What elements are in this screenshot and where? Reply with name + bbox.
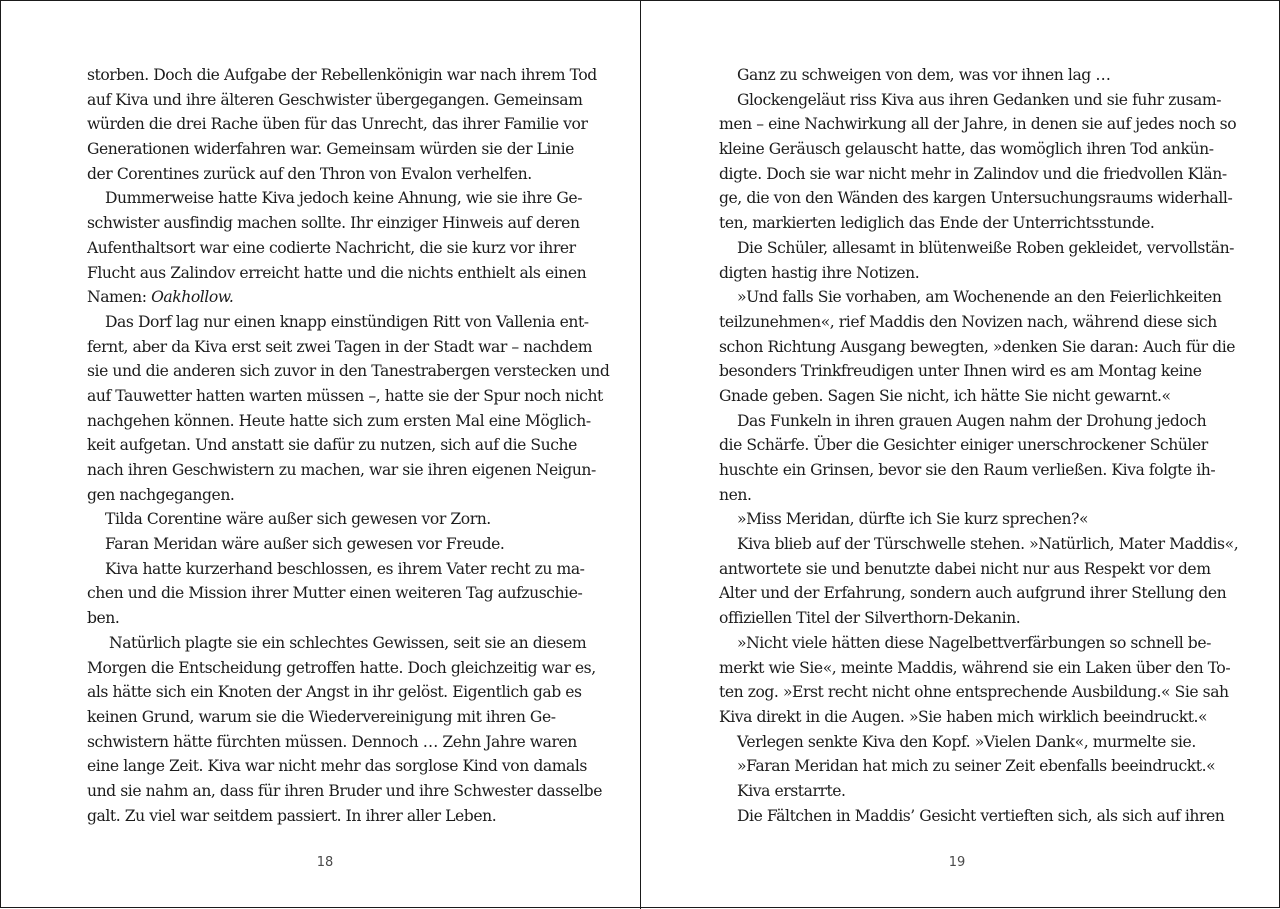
text-line: Kiva hatte kurzerhand beschlossen, es ihrem Vater recht zu ma- [105, 559, 585, 578]
text-line: auf Tauwetter hatten warten müssen –, hatte sie der Spur noch nicht [87, 386, 603, 405]
text-line: gen nachgegangen. [87, 485, 235, 504]
text-line: »Und falls Sie vorhaben, am Wochenende an den Feierlichkeiten [737, 288, 1222, 307]
text-line: offiziellen Titel der Silverthorn-Dekanin. [719, 609, 1021, 628]
left-page-text [87, 63, 610, 828]
text-line: keinen Grund, warum sie die Wiedervereinigung mit ihren Ge- [87, 707, 556, 726]
text-line: Die Schüler, allesamt in blütenweiße Roben gekleidet, vervollstän- [737, 238, 1234, 257]
text-line: Dummerweise hatte Kiva jedoch keine Ahnung, wie sie ihre Ge- [105, 189, 583, 208]
text-line: Natürlich plagte sie ein schlechtes Gewissen, seit sie an diesem [109, 633, 587, 652]
text-line: galt. Zu viel war seitdem passiert. In ihrer aller Leben. [87, 806, 497, 825]
text-line: chen und die Mission ihrer Mutter einen weiteren Tag aufzuschie- [87, 584, 583, 603]
text-line: Flucht aus Zalindov erreicht hatte und die nichts enthielt als einen [87, 263, 587, 282]
text-line: Faran Meridan wäre außer sich gewesen vor Freude. [105, 535, 505, 554]
page-number-left: 18 [316, 855, 334, 870]
text-line: Verlegen senkte Kiva den Kopf. »Vielen Dank«, murmelte sie. [737, 732, 1196, 751]
text-line: Glockengeläut riss Kiva aus ihren Gedanken und sie fuhr zusam- [737, 90, 1222, 109]
text-line: merkt wie Sie«, meinte Maddis, während sie ein Laken über den To- [719, 658, 1231, 677]
text-line: Aufenthaltsort war eine codierte Nachricht, die sie kurz vor ihrer [87, 238, 576, 257]
text-line: Das Funkeln in ihren grauen Augen nahm der Drohung jedoch [737, 411, 1207, 430]
text-line: und sie nahm an, dass für ihren Bruder und ihre Schwester dasselbe [87, 781, 602, 800]
text-line-prefix: Namen: [87, 288, 152, 307]
text-line: würden die drei Rache üben für das Unrecht, das ihrer Familie vor [87, 115, 588, 134]
text-line: auf Kiva und ihre älteren Geschwister übergegangen. Gemeinsam [87, 90, 583, 109]
text-line: ben. [87, 609, 120, 628]
text-line: digte. Doch sie war nicht mehr in Zalindov und die friedvollen Klän- [719, 164, 1227, 183]
text-line: der Corentines zurück auf den Thron von Evalon verhelfen. [87, 164, 532, 183]
text-line: »Faran Meridan hat mich zu seiner Zeit ebenfalls beeindruckt.« [737, 757, 1216, 776]
italic-place-name: Oakhollow. [151, 288, 234, 307]
text-line: nen. [719, 485, 752, 504]
text-line: digten hastig ihre Notizen. [719, 263, 920, 282]
text-line: Generationen widerfahren war. Gemeinsam würden sie der Linie [87, 140, 574, 159]
text-line: Das Dorf lag nur einen knapp einstündigen Ritt von Vallenia ent- [105, 312, 589, 331]
text-line: Tilda Corentine wäre außer sich gewesen vor Zorn. [105, 510, 491, 529]
text-line: Kiva erstarrte. [737, 781, 846, 800]
text-line: ge, die von den Wänden des kargen Untersuchungsraums widerhall- [719, 189, 1233, 208]
text-line: nachgehen können. Heute hatte sich zum ersten Mal eine Möglich- [87, 411, 591, 430]
text-line: Kiva blieb auf der Türschwelle stehen. »Natürlich, Mater Maddis«, [737, 535, 1239, 554]
text-line: als hätte sich ein Knoten der Angst in ihr gelöst. Eigentlich gab es [87, 683, 582, 702]
text-line: huschte ein Grinsen, bevor sie den Raum verließen. Kiva folgte ih- [719, 461, 1216, 479]
text-line: schwistern hätte fürchten müssen. Dennoch … Zehn Jahre waren [87, 732, 577, 751]
text-line: Ganz zu schweigen von dem, was vor ihnen lag … [737, 66, 1111, 84]
text-line: Die Fältchen in Maddis’ Gesicht vertieften sich, als sich auf ihren [737, 806, 1225, 825]
text-line: Alter und der Erfahrung, sondern auch aufgrund ihrer Stellung den [719, 584, 1227, 603]
text-line: keit aufgetan. Und anstatt sie dafür zu nutzen, sich auf die Suche [87, 436, 577, 455]
text-line [87, 285, 533, 310]
text-line: fernt, aber da Kiva erst seit zwei Tagen in der Stadt war – nachdem [87, 337, 593, 356]
text-line: kleine Geräusch gelauscht hatte, das womöglich ihren Tod ankün- [719, 140, 1214, 159]
text-line: nach ihren Geschwistern zu machen, war sie ihren eigenen Neigun- [87, 461, 596, 479]
text-line: Morgen die Entscheidung getroffen hatte. Doch gleichzeitig war es, [87, 658, 596, 677]
text-line: ten zog. »Erst recht nicht ohne entsprechende Ausbildung.« Sie sah [719, 683, 1229, 702]
text-line: »Miss Meridan, dürfte ich Sie kurz sprechen?« [737, 510, 1089, 529]
text-line: eine lange Zeit. Kiva war nicht mehr das sorglose Kind von damals [87, 757, 587, 776]
text-line: schon Richtung Ausgang bewegten, »denken Sie daran: Auch für die [719, 337, 1236, 356]
text-line: die Schärfe. Über die Gesichter einiger unerschrockener Schüler [719, 436, 1208, 455]
text-line: ten, markierten lediglich das Ende der Unterrichtsstunde. [719, 214, 1155, 233]
text-line: men – eine Nachwirkung all der Jahre, in denen sie auf jedes noch so [719, 115, 1237, 134]
text-line: antwortete sie und benutzte dabei nicht nur aus Respekt vor dem [719, 559, 1211, 578]
page-number-right: 19 [948, 855, 966, 870]
page-gutter-divider [640, 1, 641, 909]
text-line: »Nicht viele hätten diese Nagelbettverfärbungen so schnell be- [737, 633, 1211, 652]
text-line: Gnade geben. Sagen Sie nicht, ich hätte Sie nicht gewarnt.« [719, 386, 1171, 405]
right-page-text [719, 63, 1239, 828]
text-line: besonders Trinkfreudigen unter Ihnen wird es am Montag keine [719, 362, 1202, 381]
text-line: storben. Doch die Aufgabe der Rebellenkönigin war nach ihrem Tod [87, 66, 597, 84]
text-line: teilzunehmen«, rief Maddis den Novizen nach, während diese sich [719, 312, 1217, 331]
text-line: Kiva direkt in die Augen. »Sie haben mich wirklich beeindruckt.« [719, 707, 1208, 726]
text-line: sie und die anderen sich zuvor in den Tanestrabergen verstecken und [87, 362, 610, 381]
text-line: schwister ausfindig machen sollte. Ihr einziger Hinweis auf deren [87, 214, 580, 233]
